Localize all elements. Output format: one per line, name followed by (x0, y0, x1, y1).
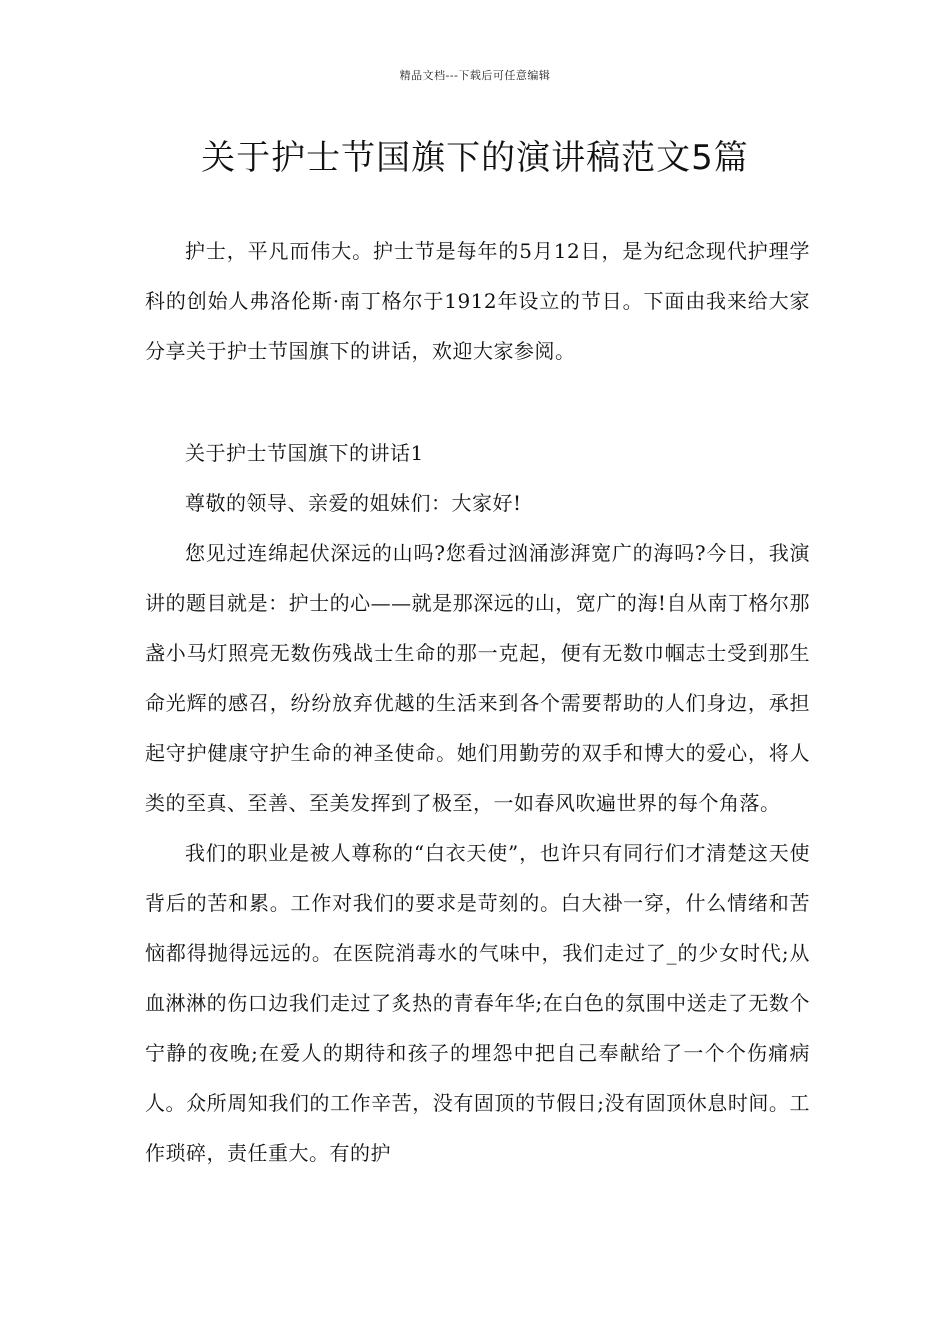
intro-block (145, 226, 810, 376)
document-title: 关于护士节国旗下的演讲稿范文5篇 (201, 138, 749, 178)
intro-paragraph: 护士，平凡而伟大。护士节是每年的5月12日，是为纪念现代护理学科的创始人弗洛伦斯·南丁格尔于1912年设立的节日。下面由我来给大家分享关于护士节国旗下的讲话，欢迎大家参阅。 (145, 239, 810, 363)
speech-paragraph-2: 我们的职业是被人尊称的“白衣天使”，也许只有同行们才清楚这天使背后的苦和累。工作对我们的要求是苛刻的。白大褂一穿，什么情绪和苦恼都得抛得远远的。在医院消毒水的气味中，我们走过了_的少女时代;从血淋淋的伤口边我们走过了炙热的青春年华;在白色的氛围中送走了无数个宁静的夜晚;在爱人的期待和孩子的埋怨中把自己奉献给了一个个伤痛病人。众所周知我们的工作辛苦，没有固顶的节假日;没有固顶休息时间。工作琐碎，责任重大。有的护 (145, 841, 810, 1165)
speech-paragraph-1: 您见过连绵起伏深远的山吗?您看过汹涌澎湃宽广的海吗?今日，我演讲的题目就是：护士的心——就是那深远的山，宽广的海!自从南丁格尔那盏小马灯照亮无数伤残战士生命的那一克起，便有无数巾帼志士受到那生命光辉的感召，纷纷放弃优越的生活来到各个需要帮助的人们身边，承担起守护健康守护生命的神圣使命。她们用勤劳的双手和博大的爱心，将人类的至真、至善、至美发挥到了极至，一如春风吹遍世界的每个角落。 (145, 541, 810, 815)
header-note: 精品文档---下载后可任意编辑 (399, 69, 551, 82)
speech-greeting: 尊敬的领导、亲爱的姐妹们：大家好! (185, 491, 522, 515)
speech-section-1 (145, 428, 810, 1178)
section-heading: 关于护士节国旗下的讲话1 (185, 441, 424, 465)
